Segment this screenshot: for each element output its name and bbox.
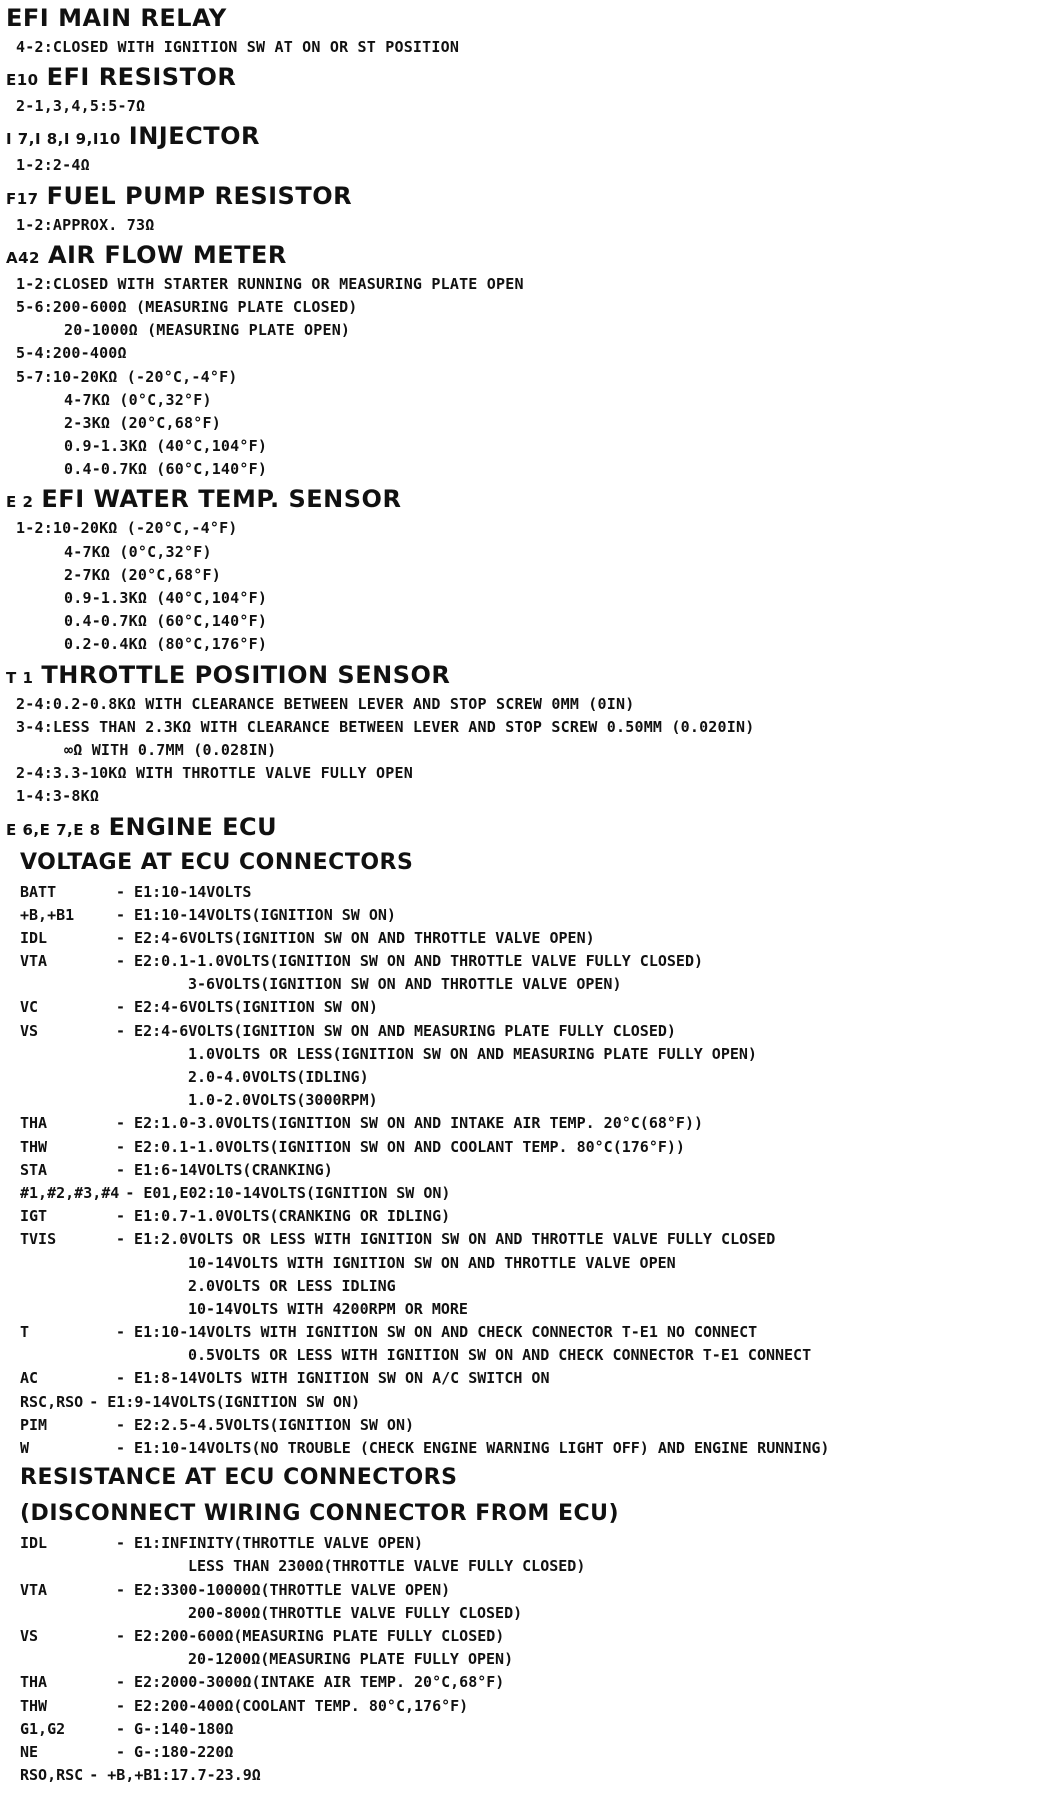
row-value: - E1:10-14VOLTS WITH IGNITION SW ON AND CHECK CONNECTOR T-E1 NO CONNECT bbox=[116, 1323, 758, 1342]
spec-line: 2-4:0.2-0.8KΩ WITH CLEARANCE BETWEEN LEVER AND STOP SCREW 0MM (0IN) bbox=[16, 694, 635, 713]
terminal-label: IDL bbox=[20, 1534, 48, 1553]
component-code: E10 bbox=[6, 71, 39, 90]
row-value: - E1:9-14VOLTS(IGNITION SW ON) bbox=[89, 1392, 361, 1411]
row-value: - E1:2.0VOLTS OR LESS WITH IGNITION SW ON AND THROTTLE VALVE FULLY CLOSED bbox=[116, 1230, 776, 1249]
table-row bbox=[6, 1695, 1046, 1718]
terminal-label: THW bbox=[20, 1696, 48, 1715]
terminal-label: THW bbox=[20, 1137, 48, 1156]
row-value: - E2:200-400Ω(COOLANT TEMP. 80°C,176°F) bbox=[116, 1696, 469, 1715]
spec-line: 5-6:200-600Ω (MEASURING PLATE CLOSED) bbox=[16, 297, 358, 316]
voltage-table bbox=[6, 881, 1046, 1461]
table-row bbox=[6, 1437, 1046, 1460]
spec-line: 4-7KΩ (0°C,32°F) bbox=[64, 390, 212, 409]
row-value: - E2:2.5-4.5VOLTS(IGNITION SW ON) bbox=[116, 1415, 415, 1434]
row-value: 200-800Ω(THROTTLE VALVE FULLY CLOSED) bbox=[188, 1603, 523, 1622]
section-title-fuel-pump-resistor: F17 FUEL PUMP RESISTOR bbox=[6, 181, 353, 210]
spec-line: 2-3KΩ (20°C,68°F) bbox=[64, 413, 221, 432]
row-value: 20-1200Ω(MEASURING PLATE FULLY OPEN) bbox=[188, 1650, 514, 1669]
spec-line: 0.4-0.7KΩ (60°C,140°F) bbox=[64, 612, 268, 631]
row-value: - E1:10-14VOLTS(NO TROUBLE (CHECK ENGINE WARNING LIGHT OFF) AND ENGINE RUNNING) bbox=[116, 1439, 830, 1457]
table-row bbox=[6, 1205, 1046, 1228]
table-row bbox=[6, 1579, 1046, 1602]
row-value: - E1:0.7-1.0VOLTS(CRANKING OR IDLING) bbox=[116, 1207, 451, 1226]
table-row bbox=[6, 1043, 1046, 1066]
terminal-label: RSC,RSO bbox=[20, 1392, 84, 1411]
table-row bbox=[6, 1602, 1046, 1625]
spec-line: 4-2:CLOSED WITH IGNITION SW AT ON OR ST POSITION bbox=[16, 38, 460, 56]
spec-line: 0.9-1.3KΩ (40°C,104°F) bbox=[64, 437, 268, 456]
spec-page bbox=[6, 0, 1046, 1787]
spec-line: 5-7:10-20KΩ (-20°C,-4°F) bbox=[16, 367, 238, 386]
spec-line: 2-4:3.3-10KΩ WITH THROTTLE VALVE FULLY OPEN bbox=[16, 764, 413, 783]
terminal-label: +B,+B1 bbox=[20, 905, 75, 924]
table-row bbox=[6, 881, 1046, 904]
voltage-heading: VOLTAGE AT ECU CONNECTORS bbox=[20, 849, 414, 875]
resistance-table bbox=[6, 1532, 1046, 1787]
section-title-throttle-position-sensor: T 1 THROTTLE POSITION SENSOR bbox=[6, 660, 451, 689]
row-value: 1.0VOLTS OR LESS(IGNITION SW ON AND MEASURING PLATE FULLY OPEN) bbox=[188, 1044, 757, 1063]
section-title-efi-resistor: E10 EFI RESISTOR bbox=[6, 63, 237, 92]
table-row bbox=[6, 1532, 1046, 1555]
row-value: - E1:6-14VOLTS(CRANKING) bbox=[116, 1160, 333, 1179]
spec-line: 1-2:CLOSED WITH STARTER RUNNING OR MEASURING PLATE OPEN bbox=[16, 274, 524, 293]
terminal-label: T bbox=[20, 1323, 30, 1342]
table-row bbox=[6, 1764, 1046, 1787]
row-value: 2.0-4.0VOLTS(IDLING) bbox=[188, 1068, 369, 1086]
table-row bbox=[6, 973, 1046, 996]
spec-line: 20-1000Ω (MEASURING PLATE OPEN) bbox=[64, 321, 351, 340]
terminal-label: AC bbox=[20, 1369, 39, 1388]
row-value: - G-:140-180Ω bbox=[116, 1719, 234, 1738]
row-value: 2.0VOLTS OR LESS IDLING bbox=[188, 1276, 396, 1295]
resistance-subheading: (DISCONNECT WIRING CONNECTOR FROM ECU) bbox=[20, 1501, 620, 1527]
section-title-injector: I 7,I 8,I 9,I10 INJECTOR bbox=[6, 122, 260, 151]
table-row bbox=[6, 1555, 1046, 1578]
table-row bbox=[6, 1252, 1046, 1275]
terminal-label: IGT bbox=[20, 1207, 48, 1226]
table-row bbox=[6, 1367, 1046, 1390]
terminal-label: TVIS bbox=[20, 1230, 57, 1249]
spec-line: 3-4:LESS THAN 2.3KΩ WITH CLEARANCE BETWEEN LEVER AND STOP SCREW 0.50MM (0.020IN) bbox=[16, 717, 755, 736]
table-row bbox=[6, 996, 1046, 1019]
row-value: - G-:180-220Ω bbox=[116, 1742, 234, 1761]
row-value: - E2:0.1-1.0VOLTS(IGNITION SW ON AND COOLANT TEMP. 80°C(176°F)) bbox=[116, 1137, 685, 1156]
component-code: E 6,E 7,E 8 bbox=[6, 820, 101, 839]
row-value: 0.5VOLTS OR LESS WITH IGNITION SW ON AND CHECK CONNECTOR T-E1 CONNECT bbox=[188, 1346, 812, 1365]
table-row bbox=[6, 1298, 1046, 1321]
spec-line: 1-2:2-4Ω bbox=[16, 156, 90, 175]
terminal-label: W bbox=[20, 1439, 30, 1457]
resistance-heading: RESISTANCE AT ECU CONNECTORS bbox=[20, 1465, 458, 1491]
table-row bbox=[6, 1136, 1046, 1159]
table-row bbox=[6, 1741, 1046, 1764]
section-title-water-temp-sensor: E 2 EFI WATER TEMP. SENSOR bbox=[6, 485, 402, 514]
row-value: 10-14VOLTS WITH IGNITION SW ON AND THROTTLE VALVE OPEN bbox=[188, 1253, 676, 1272]
row-value: 3-6VOLTS(IGNITION SW ON AND THROTTLE VALVE OPEN) bbox=[188, 975, 622, 994]
spec-line: 1-4:3-8KΩ bbox=[16, 787, 100, 806]
table-row bbox=[6, 1414, 1046, 1437]
table-row bbox=[6, 1182, 1046, 1205]
spec-line: 1-2:10-20KΩ (-20°C,-4°F) bbox=[16, 519, 238, 538]
component-code: I 7,I 8,I 9,I10 bbox=[6, 130, 121, 149]
spec-line: ∞Ω WITH 0.7MM (0.028IN) bbox=[64, 740, 277, 759]
spec-line: 0.4-0.7KΩ (60°C,140°F) bbox=[64, 460, 268, 479]
terminal-label: IDL bbox=[20, 928, 48, 947]
row-value: - E2:3300-10000Ω(THROTTLE VALVE OPEN) bbox=[116, 1580, 451, 1599]
row-value: - E2:1.0-3.0VOLTS(IGNITION SW ON AND INTAKE AIR TEMP. 20°C(68°F)) bbox=[116, 1114, 703, 1133]
spec-line: 0.2-0.4KΩ (80°C,176°F) bbox=[64, 635, 268, 654]
terminal-label: STA bbox=[20, 1160, 48, 1179]
table-row bbox=[6, 927, 1046, 950]
row-value: - E2:200-600Ω(MEASURING PLATE FULLY CLOSED) bbox=[116, 1626, 505, 1645]
spec-line: 2-7KΩ (20°C,68°F) bbox=[64, 565, 221, 584]
row-value: 1.0-2.0VOLTS(3000RPM) bbox=[188, 1091, 378, 1110]
table-row bbox=[6, 1718, 1046, 1741]
table-row bbox=[6, 950, 1046, 973]
table-row bbox=[6, 1321, 1046, 1344]
table-row bbox=[6, 1066, 1046, 1089]
row-value: - E2:4-6VOLTS(IGNITION SW ON) bbox=[116, 998, 378, 1017]
terminal-label: VS bbox=[20, 1626, 39, 1645]
component-code: A42 bbox=[6, 248, 40, 267]
terminal-label: VC bbox=[20, 998, 39, 1017]
table-row bbox=[6, 1020, 1046, 1043]
table-row bbox=[6, 1671, 1046, 1694]
spec-line: 1-2:APPROX. 73Ω bbox=[16, 215, 155, 234]
terminal-label: THA bbox=[20, 1114, 48, 1133]
terminal-label: PIM bbox=[20, 1415, 48, 1434]
row-value: - E2:4-6VOLTS(IGNITION SW ON AND MEASURING PLATE FULLY CLOSED) bbox=[116, 1021, 676, 1040]
section-title-air-flow-meter: A42 AIR FLOW METER bbox=[6, 240, 287, 269]
component-code: F17 bbox=[6, 189, 39, 208]
section-title-efi-main-relay: EFI MAIN RELAY bbox=[6, 4, 227, 32]
row-value: - E1:10-14VOLTS bbox=[116, 882, 252, 901]
row-value: - E2:0.1-1.0VOLTS(IGNITION SW ON AND THROTTLE VALVE FULLY CLOSED) bbox=[116, 952, 703, 971]
row-value: 10-14VOLTS WITH 4200RPM OR MORE bbox=[188, 1299, 468, 1318]
terminal-label: NE bbox=[20, 1742, 39, 1761]
table-row bbox=[6, 1344, 1046, 1367]
terminal-label: G1,G2 bbox=[20, 1719, 66, 1738]
table-row bbox=[6, 1228, 1046, 1251]
spec-line: 0.9-1.3KΩ (40°C,104°F) bbox=[64, 589, 268, 607]
spec-line: 4-7KΩ (0°C,32°F) bbox=[64, 542, 212, 561]
row-value: - E1:8-14VOLTS WITH IGNITION SW ON A/C SWITCH ON bbox=[116, 1369, 550, 1388]
spec-line: 2-1,3,4,5:5-7Ω bbox=[16, 97, 146, 116]
row-value: LESS THAN 2300Ω(THROTTLE VALVE FULLY CLOSED) bbox=[188, 1557, 586, 1576]
row-value: - E2:4-6VOLTS(IGNITION SW ON AND THROTTLE VALVE OPEN) bbox=[116, 928, 595, 947]
component-code: E 2 bbox=[6, 493, 34, 512]
row-value: - E01,E02:10-14VOLTS(IGNITION SW ON) bbox=[125, 1183, 451, 1202]
table-row bbox=[6, 1112, 1046, 1135]
table-row bbox=[6, 1391, 1046, 1414]
terminal-label: VS bbox=[20, 1021, 39, 1040]
spec-line: 5-4:200-400Ω bbox=[16, 344, 127, 363]
row-value: - E2:2000-3000Ω(INTAKE AIR TEMP. 20°C,68°F) bbox=[116, 1673, 505, 1692]
terminal-label: #1,#2,#3,#4 bbox=[20, 1183, 120, 1202]
terminal-label: VTA bbox=[20, 952, 48, 971]
terminal-label: RSO,RSC bbox=[20, 1766, 84, 1785]
table-row bbox=[6, 1159, 1046, 1182]
terminal-label: VTA bbox=[20, 1580, 48, 1599]
section-title-engine-ecu: E 6,E 7,E 8 ENGINE ECU bbox=[6, 812, 278, 841]
table-row bbox=[6, 1648, 1046, 1671]
table-row bbox=[6, 1625, 1046, 1648]
terminal-label: THA bbox=[20, 1673, 48, 1692]
row-value: - E1:INFINITY(THROTTLE VALVE OPEN) bbox=[116, 1534, 424, 1553]
table-row bbox=[6, 1089, 1046, 1112]
component-code: T 1 bbox=[6, 668, 34, 687]
row-value: - E1:10-14VOLTS(IGNITION SW ON) bbox=[116, 905, 396, 924]
row-value: - +B,+B1:17.7-23.9Ω bbox=[89, 1766, 261, 1785]
table-row bbox=[6, 904, 1046, 927]
table-row bbox=[6, 1275, 1046, 1298]
terminal-label: BATT bbox=[20, 882, 57, 901]
